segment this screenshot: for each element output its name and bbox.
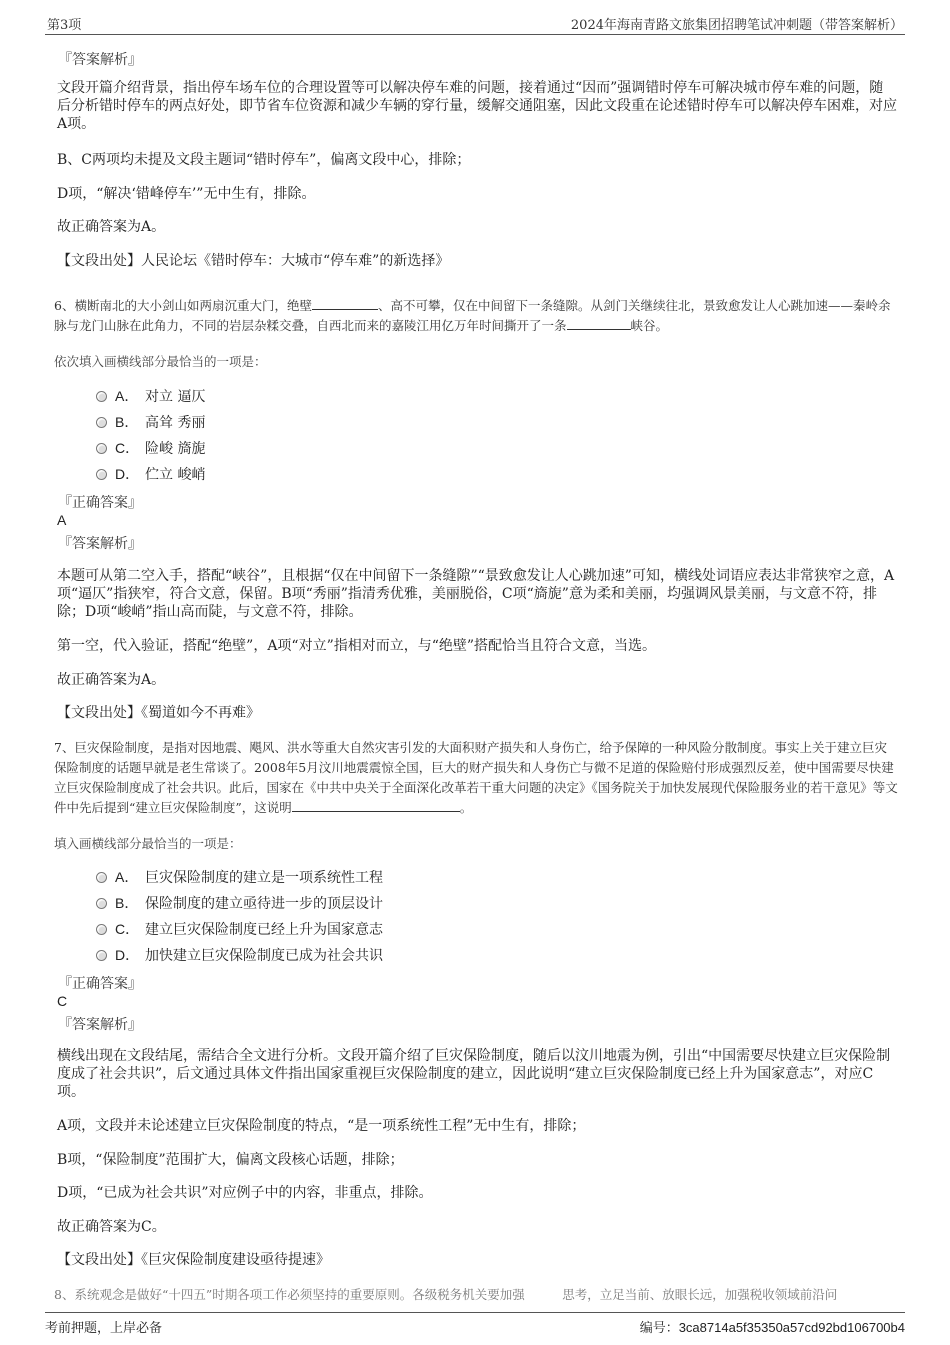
q6-analysis-2: 第一空，代入验证，搭配“绝壁”，A项“对立”指相对而立，与“绝壁”搭配恰当且符合文意，当选。 bbox=[57, 638, 657, 654]
blank-1 bbox=[292, 799, 460, 812]
footer-slogan: 考前押题，上岸必备 bbox=[45, 1321, 163, 1336]
document-title: 2024年海南青路文旅集团招聘笔试冲刺题（带答案解析） bbox=[570, 18, 903, 33]
analysis-label-q5: 『答案解析』 bbox=[58, 52, 142, 68]
source-text: 《巨灾保险制度建设亟待提速》 bbox=[141, 1252, 330, 1268]
q7-stem: 7、巨灾保险制度，是指对因地震、飓风、洪水等重大自然灾害引发的大面积财产损失和人身伤亡，给予保障的一种风险分散制度。事实上关于建立巨灾保险制度的话题早就是老生常谈了。2008年5月汶川地震震惊全国，巨大的财产损失和人身伤亡与微不足道的保险赔付形成强烈反差，使中国需要尽快建立巨灾保险制度成了社会共识。此后，国家在《中共中央关于全面深化改革若干重大问题的决定》《国务院关于加快发展现代保险服务业的若干意见》等文件中先后提到“建立巨灾保险制度”，这说明 。 bbox=[54, 740, 898, 815]
q6-option-c[interactable]: C． 险峻 旖旎 bbox=[96, 439, 205, 458]
q7-option-c[interactable]: C． 建立巨灾保险制度已经上升为国家意志 bbox=[96, 920, 383, 939]
source-label: 【文段出处】 bbox=[57, 253, 141, 269]
source-text: 《蜀道如今不再难》 bbox=[141, 705, 260, 721]
analysis-label-q7: 『答案解析』 bbox=[58, 1017, 142, 1033]
radio-icon[interactable] bbox=[96, 898, 107, 909]
correct-label-q7: 『正确答案』 bbox=[58, 976, 142, 992]
q6-conclusion: 故正确答案为A。 bbox=[57, 672, 166, 688]
q7-prompt: 填入画横线部分最恰当的一项是： bbox=[54, 836, 242, 851]
analysis-label-q6: 『答案解析』 bbox=[58, 536, 142, 552]
q7-analysis-b: B项，“保险制度”范围扩大，偏离文段核心话题，排除； bbox=[57, 1152, 404, 1168]
page-header bbox=[45, 10, 905, 35]
q5-analysis-text: 文段开篇介绍背景，指出停车场车位的合理设置等可以解决停车难的问题，接着通过“因而”强调错时停车可解决城市停车难的问题，随后分析错时停车的两点好处，即节省车位资源和减少车辆的穿行量，缓解交通阻塞，因此文段重在论述错时停车可以解决停车困难，对应A项。 bbox=[57, 80, 897, 132]
radio-icon[interactable] bbox=[96, 391, 107, 402]
source-label: 【文段出处】 bbox=[57, 705, 141, 721]
q7-analysis-a: A项，文段并未论述建立巨灾保险制度的特点，“是一项系统性工程”无中生有，排除； bbox=[57, 1118, 586, 1134]
radio-icon[interactable] bbox=[96, 872, 107, 883]
q7-analysis-d: D项，“已成为社会共识”对应例子中的内容，非重点，排除。 bbox=[57, 1185, 433, 1201]
q7-option-b[interactable]: B． 保险制度的建立亟待进一步的顶层设计 bbox=[96, 894, 383, 913]
q6-answer: A bbox=[57, 512, 67, 528]
q8-stem-partial: 8、系统观念是做好“十四五”时期各项工作必须坚持的重要原则。各级税务机关要加强 思考，立足当前、放眼长远，加强税收领域前沿问 bbox=[54, 1287, 838, 1302]
radio-icon[interactable] bbox=[96, 443, 107, 454]
q7-answer: C bbox=[57, 993, 68, 1009]
q7-option-a[interactable]: A． 巨灾保险制度的建立是一项系统性工程 bbox=[96, 868, 383, 887]
radio-icon[interactable] bbox=[96, 469, 107, 480]
radio-icon[interactable] bbox=[96, 417, 107, 428]
correct-label-q6: 『正确答案』 bbox=[58, 495, 142, 511]
q6-source bbox=[57, 704, 897, 722]
document-id: 编号：3ca8714a5f35350a57cd92bd106700b4 bbox=[639, 1320, 905, 1335]
q7-analysis-1: 横线出现在文段结尾，需结合全文进行分析。文段开篇介绍了巨灾保险制度，随后以汶川地震为例，引出“中国需要尽快建立巨灾保险制度成了社会共识”，后文通过具体文件指出国家重视巨灾保险制度的建立，因此说明“建立巨灾保险制度已经上升为国家意志”，对应C项。 bbox=[57, 1048, 891, 1100]
page-number: 第3项 bbox=[47, 18, 82, 33]
blank-1 bbox=[312, 297, 378, 310]
q6-option-d[interactable]: D． 伫立 峻峭 bbox=[96, 465, 205, 484]
q7-conclusion: 故正确答案为C。 bbox=[57, 1219, 166, 1235]
q6-option-b[interactable]: B． 高耸 秀丽 bbox=[96, 413, 205, 432]
radio-icon[interactable] bbox=[96, 950, 107, 961]
q5-conclusion: 故正确答案为A。 bbox=[57, 219, 166, 235]
page-footer bbox=[45, 1312, 905, 1337]
q6-prompt: 依次填入画横线部分最恰当的一项是： bbox=[54, 354, 267, 369]
q6-analysis-1: 本题可从第二空入手，搭配“峡谷”，且根据“仅在中间留下一条缝隙”“景致愈发让人心跳加速”可知，横线处词语应表达非常狭窄之意，A项“逼仄”指狭窄，符合文意，保留。B项“秀丽”指清秀优雅，美丽脱俗，C项“旖旎”意为柔和美丽，均强调风景美丽，与文意不符，排除；D项“峻峭”指山高而陡，与文意不符，排除。 bbox=[57, 568, 895, 620]
q5-source bbox=[57, 252, 897, 270]
q5-d-text: D项，“解决‘错峰停车’”无中生有，排除。 bbox=[57, 186, 316, 202]
source-text: 人民论坛《错时停车：大城市“停车难”的新选择》 bbox=[141, 253, 450, 269]
q6-stem: 6、横断南北的大小剑山如两扇沉重大门，绝壁 、高不可攀，仅在中间留下一条缝隙。从剑门关继续往北，景致愈发让人心跳加速——秦岭余脉与龙门山脉在此角力，不同的岩层杂糅交叠，自西北而来的嘉陵江用亿万年时间撕开了一条 峡谷。 bbox=[54, 298, 891, 333]
source-label: 【文段出处】 bbox=[57, 1252, 141, 1268]
q7-source bbox=[57, 1251, 897, 1269]
q5-bc-text: B、C两项均未提及文段主题词“错时停车”，偏离文段中心，排除； bbox=[57, 152, 471, 168]
q6-option-a[interactable]: A． 对立 逼仄 bbox=[96, 387, 205, 406]
radio-icon[interactable] bbox=[96, 924, 107, 935]
blank-2 bbox=[567, 317, 631, 330]
q7-option-d[interactable]: D． 加快建立巨灾保险制度已成为社会共识 bbox=[96, 946, 383, 965]
